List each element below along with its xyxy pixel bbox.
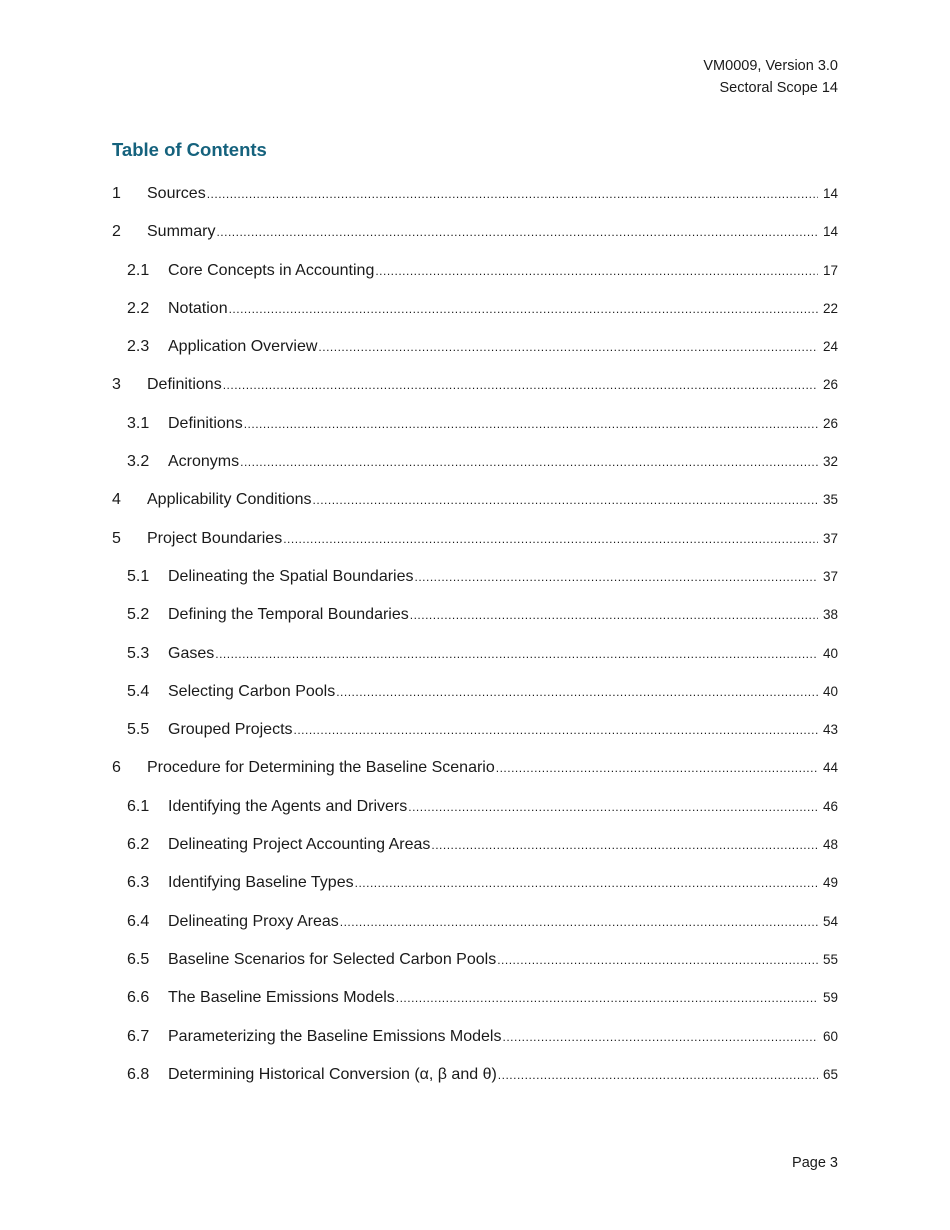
toc-entry[interactable] — [112, 262, 838, 300]
toc-entry[interactable] — [112, 606, 838, 644]
toc-dot-leader — [431, 838, 818, 852]
toc-entry-label[interactable]: Delineating the Spatial Boundaries — [168, 567, 414, 585]
toc-entry-number: 6.5 — [127, 950, 150, 968]
toc-entry-page[interactable]: 40 — [822, 645, 838, 661]
toc-entry-page[interactable]: 35 — [822, 492, 838, 508]
toc-entry-page[interactable]: 14 — [822, 224, 838, 240]
toc-entry-label[interactable]: Gases — [168, 644, 215, 662]
toc-entry-page[interactable]: 26 — [822, 377, 838, 393]
toc-entry[interactable] — [112, 1028, 838, 1066]
toc-entry[interactable] — [112, 759, 838, 797]
toc-entry-number: 5.4 — [127, 682, 150, 700]
toc-dot-leader — [215, 647, 818, 661]
toc-entry-label[interactable]: Delineating Project Accounting Areas — [168, 836, 431, 854]
toc-entry-number: 3 — [112, 376, 121, 394]
toc-dot-leader — [396, 991, 818, 1005]
toc-entry[interactable] — [112, 338, 838, 376]
toc-entry-label[interactable]: Core Concepts in Accounting — [168, 261, 375, 279]
toc-entry-number: 1 — [112, 185, 121, 202]
toc-dot-leader — [336, 685, 818, 699]
toc-entry[interactable] — [112, 645, 838, 683]
toc-entry-number: 6.8 — [127, 1065, 150, 1083]
toc-entry-page[interactable]: 24 — [822, 339, 838, 355]
toc-entry-page[interactable]: 59 — [822, 990, 838, 1006]
toc-dot-leader — [502, 1030, 818, 1044]
document-header — [703, 55, 838, 99]
toc-entry-number: 5 — [112, 529, 121, 547]
toc-entry[interactable] — [112, 989, 838, 1027]
toc-entry-number: 2 — [112, 223, 121, 241]
toc-entry-label[interactable]: Procedure for Determining the Baseline Scenario — [147, 759, 495, 777]
toc-entry-label[interactable]: Delineating Proxy Areas — [168, 912, 339, 930]
toc-entry-label[interactable]: Parameterizing the Baseline Emissions Models — [168, 1027, 502, 1045]
toc-entry-label[interactable]: Application Overview — [168, 338, 318, 356]
toc-dot-leader — [216, 225, 818, 239]
toc-entry[interactable] — [112, 1066, 838, 1104]
toc-entry[interactable] — [112, 530, 838, 568]
page-number: Page 3 — [792, 1155, 838, 1171]
toc-entry-label[interactable]: Summary — [147, 223, 216, 241]
toc-entry-page[interactable]: 17 — [822, 262, 838, 278]
toc-entry-number: 6.4 — [127, 912, 150, 930]
toc-entry-page[interactable]: 48 — [822, 837, 838, 853]
toc-title: Table of Contents — [112, 139, 267, 160]
toc-dot-leader — [283, 532, 818, 546]
toc-entry-page[interactable]: 14 — [822, 186, 838, 201]
toc-entry[interactable] — [112, 568, 838, 606]
toc-entry-label[interactable]: The Baseline Emissions Models — [168, 989, 395, 1007]
toc-entry-number: 5.1 — [127, 567, 150, 585]
toc-entry-number: 6.6 — [127, 989, 150, 1007]
toc-entry-label[interactable]: Defining the Temporal Boundaries — [168, 606, 409, 624]
toc-entry-page[interactable]: 65 — [822, 1066, 838, 1082]
toc-dot-leader — [355, 876, 818, 890]
toc-entry-number: 6.2 — [127, 836, 150, 854]
toc-entry-page[interactable]: 60 — [822, 1028, 838, 1044]
toc-entry[interactable] — [112, 951, 838, 989]
document-id: VM0009, Version 3.0 — [703, 58, 838, 74]
toc-dot-leader — [497, 953, 818, 967]
toc-entry[interactable] — [112, 223, 838, 261]
toc-entry-label[interactable]: Identifying the Agents and Drivers — [168, 797, 408, 815]
toc-dot-leader — [207, 187, 818, 201]
table-of-contents — [112, 185, 838, 1104]
toc-entry-number: 6.3 — [127, 874, 150, 892]
toc-entry-label[interactable]: Baseline Scenarios for Selected Carbon Pools — [168, 950, 497, 968]
toc-entry-number: 6.1 — [127, 797, 150, 815]
toc-entry-number: 5.3 — [127, 644, 150, 662]
toc-entry-page[interactable]: 40 — [822, 683, 838, 699]
toc-dot-leader — [223, 378, 818, 392]
toc-entry-label[interactable]: Sources — [147, 185, 206, 202]
toc-entry-number: 3.2 — [127, 453, 150, 471]
toc-entry-label[interactable]: Selecting Carbon Pools — [168, 682, 336, 700]
toc-entry-number: 4 — [112, 491, 121, 509]
toc-entry-number: 2.2 — [127, 299, 150, 317]
toc-entry-page[interactable]: 55 — [822, 951, 838, 967]
toc-entry-label[interactable]: Grouped Projects — [168, 721, 293, 739]
toc-entry[interactable] — [112, 874, 838, 912]
toc-entry-page[interactable]: 54 — [822, 913, 838, 929]
toc-entry-page[interactable]: 44 — [822, 760, 838, 776]
toc-dot-leader — [496, 761, 818, 775]
toc-entry-number: 5.2 — [127, 606, 150, 624]
toc-entry-number: 2.3 — [127, 338, 150, 356]
toc-entry-label[interactable]: Identifying Baseline Types — [168, 874, 354, 892]
toc-dot-leader — [294, 723, 818, 737]
toc-entry-page[interactable]: 46 — [822, 798, 838, 814]
toc-entry-label[interactable]: Definitions — [147, 376, 222, 394]
toc-entry[interactable] — [112, 836, 838, 874]
toc-dot-leader — [410, 608, 818, 622]
toc-entry[interactable] — [112, 721, 838, 759]
toc-dot-leader — [244, 417, 818, 431]
toc-entry-number: 3.1 — [127, 414, 150, 432]
toc-entry[interactable] — [112, 300, 838, 338]
toc-entry-page[interactable]: 37 — [822, 568, 838, 584]
toc-entry-number: 5.5 — [127, 721, 150, 739]
toc-dot-leader — [313, 493, 818, 507]
toc-entry[interactable] — [112, 913, 838, 951]
toc-entry-label[interactable]: Acronyms — [168, 453, 240, 471]
toc-entry-label[interactable]: Determining Historical Conversion (α, β and θ) — [168, 1065, 497, 1083]
toc-entry-label[interactable]: Project Boundaries — [147, 529, 283, 547]
sectoral-scope: Sectoral Scope 14 — [719, 80, 838, 96]
toc-dot-leader — [375, 264, 818, 278]
toc-dot-leader — [240, 455, 818, 469]
toc-dot-leader — [408, 800, 818, 814]
toc-entry-number: 6 — [112, 759, 121, 777]
toc-entry[interactable] — [112, 683, 838, 721]
toc-entry[interactable] — [112, 415, 838, 453]
toc-entry[interactable] — [112, 376, 838, 414]
toc-entry-page[interactable]: 26 — [822, 415, 838, 431]
toc-entry[interactable] — [112, 491, 838, 529]
toc-entry-page[interactable]: 32 — [822, 454, 838, 470]
toc-entry-page[interactable]: 37 — [822, 530, 838, 546]
toc-entry-page[interactable]: 38 — [822, 607, 838, 623]
toc-dot-leader — [498, 1068, 818, 1082]
toc-entry[interactable] — [112, 453, 838, 491]
toc-entry-label[interactable]: Definitions — [168, 414, 243, 432]
toc-dot-leader — [415, 570, 819, 584]
toc-entry[interactable] — [112, 185, 838, 223]
toc-entry-number: 2.1 — [127, 261, 150, 279]
toc-dot-leader — [340, 915, 818, 929]
toc-entry-page[interactable]: 43 — [822, 722, 838, 738]
toc-entry-page[interactable]: 22 — [822, 300, 838, 316]
toc-dot-leader — [229, 302, 818, 316]
toc-entry-page[interactable]: 49 — [822, 875, 838, 891]
toc-entry[interactable] — [112, 798, 838, 836]
toc-dot-leader — [318, 340, 818, 354]
toc-entry-label[interactable]: Notation — [168, 299, 228, 317]
toc-entry-number: 6.7 — [127, 1027, 150, 1045]
toc-entry-label[interactable]: Applicability Conditions — [147, 491, 312, 509]
